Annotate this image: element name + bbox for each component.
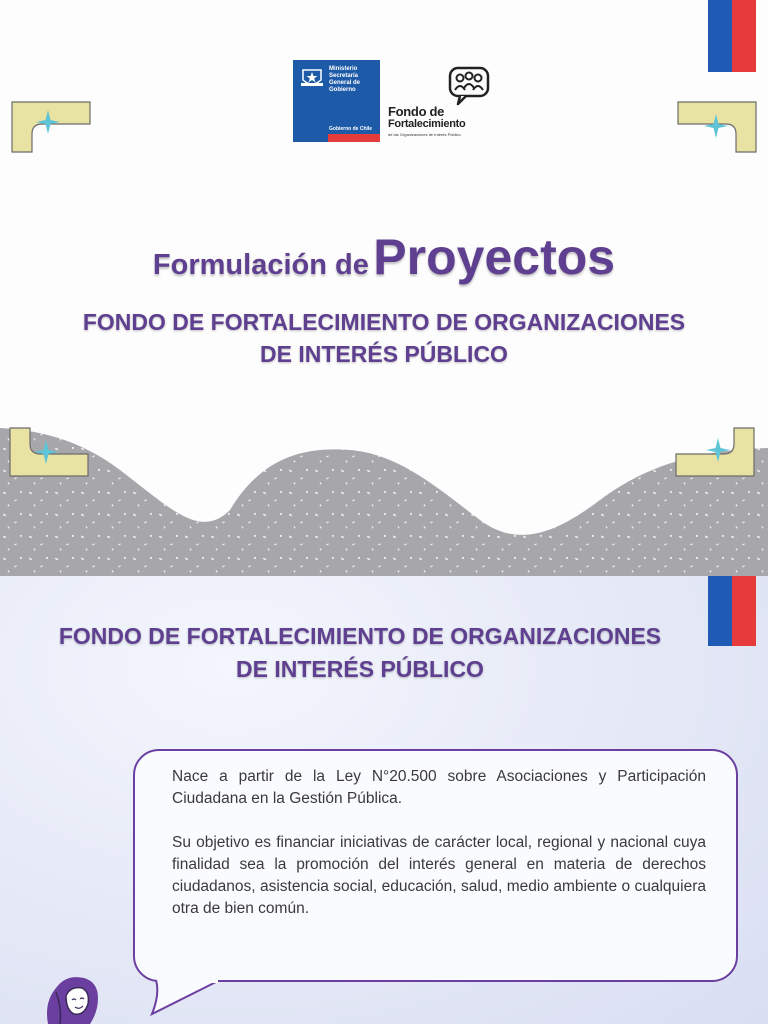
corner-frame-decoration (10, 100, 92, 154)
fondo-logo-line2: Fortalecimiento (388, 118, 466, 130)
title-emphasis: Proyectos (373, 229, 616, 285)
ministry-name: Ministerio Secretaría General de Gobierno (329, 66, 361, 93)
main-title (0, 228, 768, 286)
corner-frame-decoration (676, 100, 758, 154)
hills-decoration (0, 400, 768, 576)
slide-description (0, 576, 768, 1024)
chile-flag-decoration (708, 576, 756, 646)
coat-of-arms-icon (299, 66, 325, 88)
title-prefix: Formulación de (152, 249, 369, 281)
corner-frame-decoration (8, 426, 90, 478)
description-paragraph: Su objetivo es financiar iniciativas de carácter local, regional y nacional cuya finalidad sea la promoción del interés general en materia de derechos ciudadanos, asistencia social, educación, salud, medio ambiente o cualquiera otra de bien común. (172, 834, 706, 917)
people-group-icon (448, 66, 490, 106)
fondo-logo-line1: Fondo de (388, 104, 445, 119)
main-subtitle: FONDO DE FORTALECIMIENTO DE ORGANIZACIONES DE INTERÉS PÚBLICO (82, 309, 686, 367)
logo-stripe (293, 134, 380, 142)
corner-frame-decoration (674, 426, 756, 478)
woman-illustration (26, 968, 116, 1024)
fondo-logo (388, 66, 498, 140)
ministry-logo (293, 60, 380, 142)
section-heading: FONDO DE FORTALECIMIENTO DE ORGANIZACIONES DE INTERÉS PÚBLICO (58, 623, 662, 682)
description-text (172, 766, 706, 920)
fondo-logo-line3: de las Organizaciones de Interés Público (388, 132, 461, 137)
gobierno-label: Gobierno de Chile (329, 126, 373, 132)
description-paragraph: Nace a partir de la Ley N°20.500 sobre Asociaciones y Participación Ciudadana en la Gestión Pública. (172, 768, 706, 807)
chile-flag-decoration (708, 0, 756, 72)
speech-bubble-tail (150, 980, 230, 1020)
